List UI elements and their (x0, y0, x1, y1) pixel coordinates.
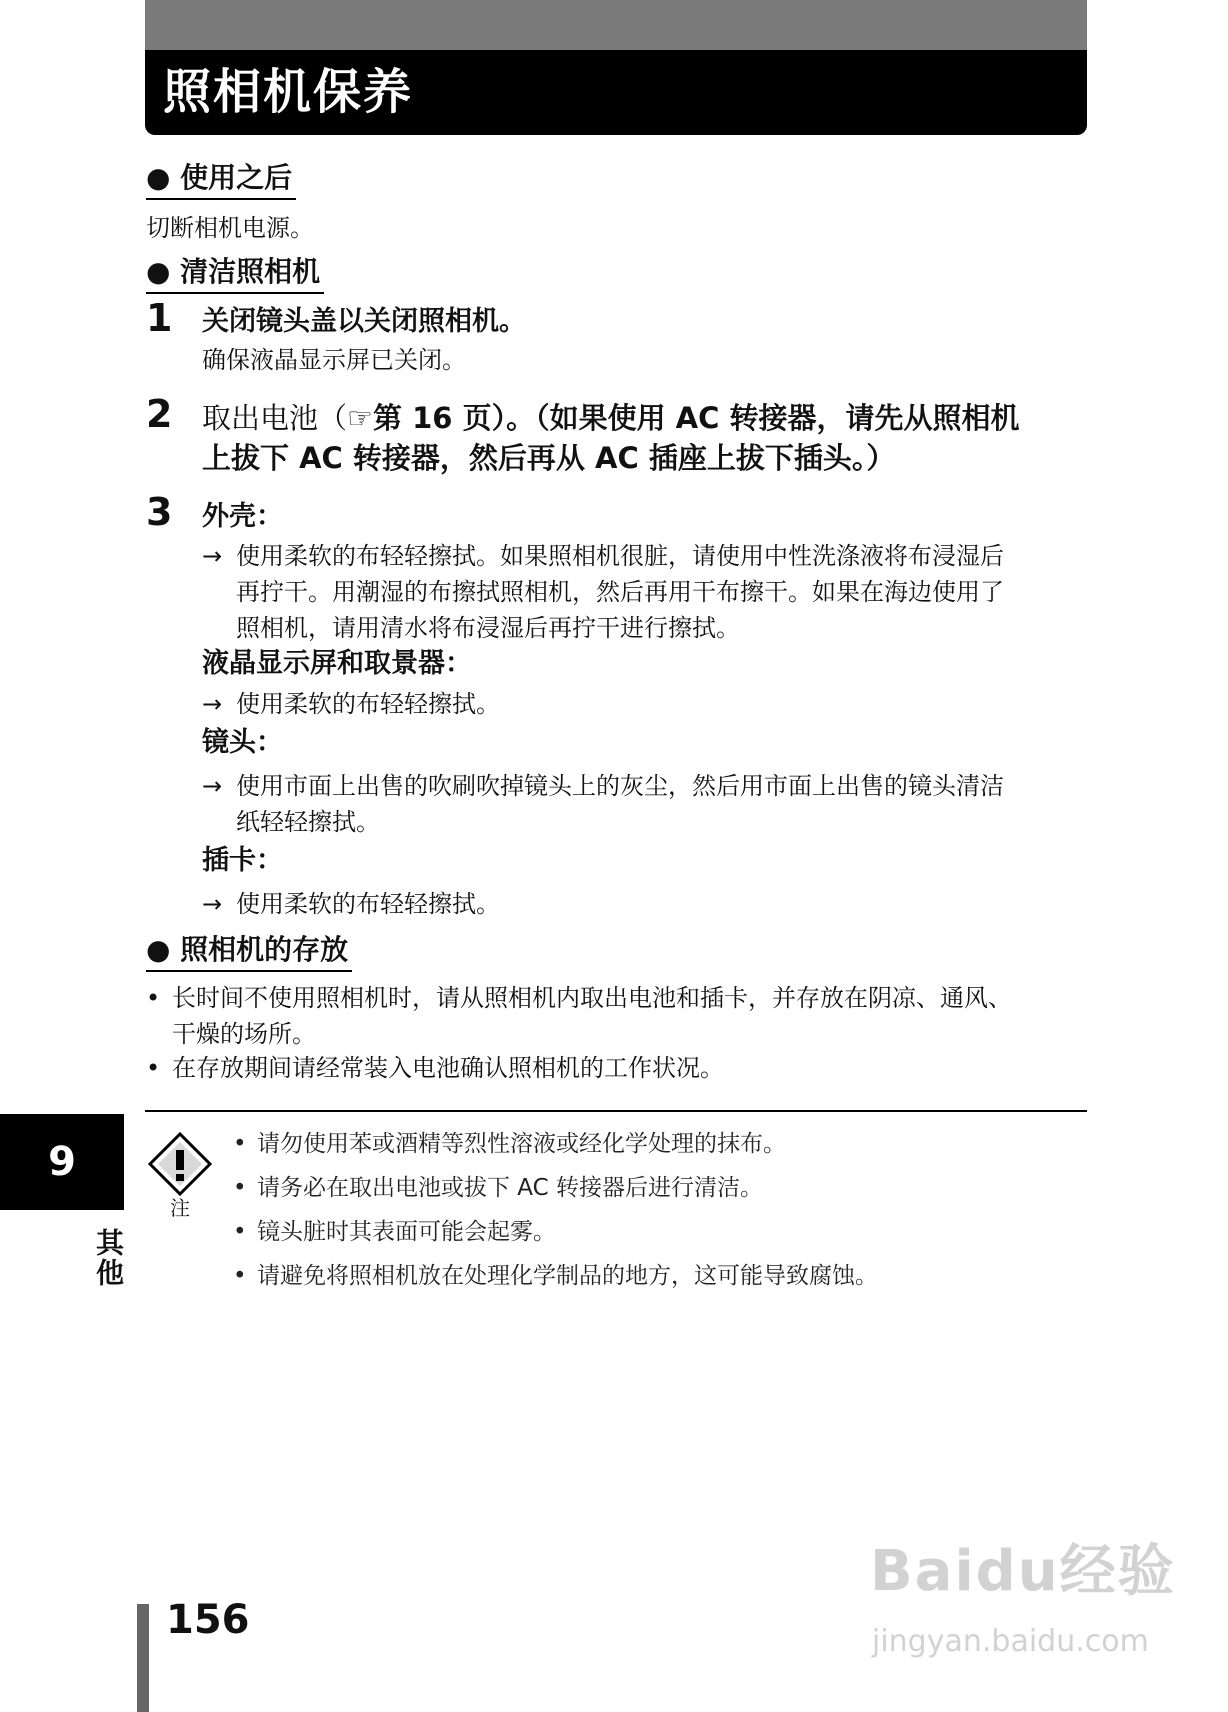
lcd-instructions (202, 686, 500, 722)
page-reference-icon: ☞ (347, 401, 374, 435)
arrow-icon: → (202, 542, 223, 570)
lens-instructions (202, 768, 1082, 840)
section-heading-cleaning: ● 清洁照相机 (146, 252, 324, 294)
note-4-text: 请避免将照相机放在处理化学制品的地方，这可能导致腐蚀。 (257, 1263, 878, 1289)
body-line-3: 照相机，请用清水将布浸湿后再拧干进行擦拭。 (236, 614, 740, 642)
bullet-dot: • (146, 1054, 161, 1082)
divider (145, 1110, 1087, 1112)
body-heading: 外壳： (202, 501, 283, 532)
bullet-dot: • (146, 984, 161, 1012)
chapter-number-tab: 9 (0, 1114, 124, 1210)
note-2 (233, 1170, 763, 1206)
chapter-label: 其他 (92, 1228, 125, 1288)
lcd-heading: 液晶显示屏和取景器： (202, 648, 472, 679)
storage-bullet-1-line-1: 长时间不使用照相机时，请从照相机内取出电池和插卡，并存放在阴凉、通风、 (172, 984, 1012, 1012)
note-4 (233, 1258, 878, 1294)
step-2-text-b: 第 16 页）。（如果使用 AC 转接器，请先从照相机 (373, 401, 1020, 435)
note-3-text: 镜头脏时其表面可能会起雾。 (257, 1219, 556, 1245)
storage-bullet-2 (146, 1050, 724, 1086)
title-top-band (145, 0, 1087, 52)
watermark-logo: Baidu经验 (870, 1539, 1176, 1604)
after-use-text: 切断相机电源。 (146, 214, 314, 242)
bullet-dot: • (233, 1219, 247, 1245)
body-line-1: 使用柔软的布轻轻擦拭。如果照相机很脏，请使用中性洗涤液将布浸湿后 (236, 542, 1004, 570)
lens-line-1: 使用市面上出售的吹刷吹掉镜头上的灰尘，然后用市面上出售的镜头清洁 (236, 772, 1004, 800)
page-number: 156 (166, 1597, 250, 1643)
lens-line-2: 纸轻轻擦拭。 (236, 808, 380, 836)
arrow-icon: → (202, 772, 223, 800)
step-2-line-1 (202, 398, 1019, 438)
note-1-text: 请勿使用苯或酒精等烈性溶液或经化学处理的抹布。 (257, 1131, 786, 1157)
note-3 (233, 1214, 556, 1250)
arrow-icon: → (202, 890, 223, 918)
body-instructions (202, 538, 1082, 646)
bullet-dot: • (233, 1131, 247, 1157)
page-number-bar (137, 1604, 149, 1712)
caution-diamond-icon (146, 1130, 214, 1198)
step-1-note: 确保液晶显示屏已关闭。 (202, 346, 466, 374)
note-2-text: 请务必在取出电池或拔下 AC 转接器后进行清洁。 (257, 1175, 764, 1201)
step-2-line-2: 上拔下 AC 转接器，然后再从 AC 插座上拔下插头。） (202, 441, 896, 475)
body-line-2: 再拧干。用潮湿的布擦拭照相机，然后再用干布擦干。如果在海边使用了 (236, 578, 1004, 606)
watermark-url: jingyan.baidu.com (872, 1624, 1149, 1659)
storage-bullet-1-line-2: 干燥的场所。 (172, 1020, 316, 1048)
step-2-text-a: 取出电池（ (202, 401, 348, 435)
lcd-text: 使用柔软的布轻轻擦拭。 (236, 690, 500, 718)
caution-label: 注 (170, 1196, 190, 1220)
section-heading-after-use: ● 使用之后 (146, 158, 296, 200)
storage-bullet-2-text: 在存放期间请经常装入电池确认照相机的工作状况。 (172, 1054, 724, 1082)
note-1 (233, 1126, 786, 1162)
card-heading: 插卡： (202, 845, 283, 876)
caution-icon (146, 1130, 214, 1220)
storage-bullet-1 (146, 980, 1012, 1016)
lens-heading: 镜头： (202, 727, 283, 758)
page-title: 照相机保养 (145, 50, 1087, 135)
arrow-icon: → (202, 690, 223, 718)
bullet-dot: • (233, 1175, 247, 1201)
card-text: 使用柔软的布轻轻擦拭。 (236, 890, 500, 918)
card-instructions (202, 886, 500, 922)
step-3-number: 3 (146, 490, 173, 534)
step-1-title: 关闭镜头盖以关闭照相机。 (202, 306, 526, 337)
bullet-dot: • (233, 1263, 247, 1289)
step-1-number: 1 (146, 296, 173, 340)
step-2-number: 2 (146, 392, 173, 436)
section-heading-storage: ● 照相机的存放 (146, 930, 352, 972)
